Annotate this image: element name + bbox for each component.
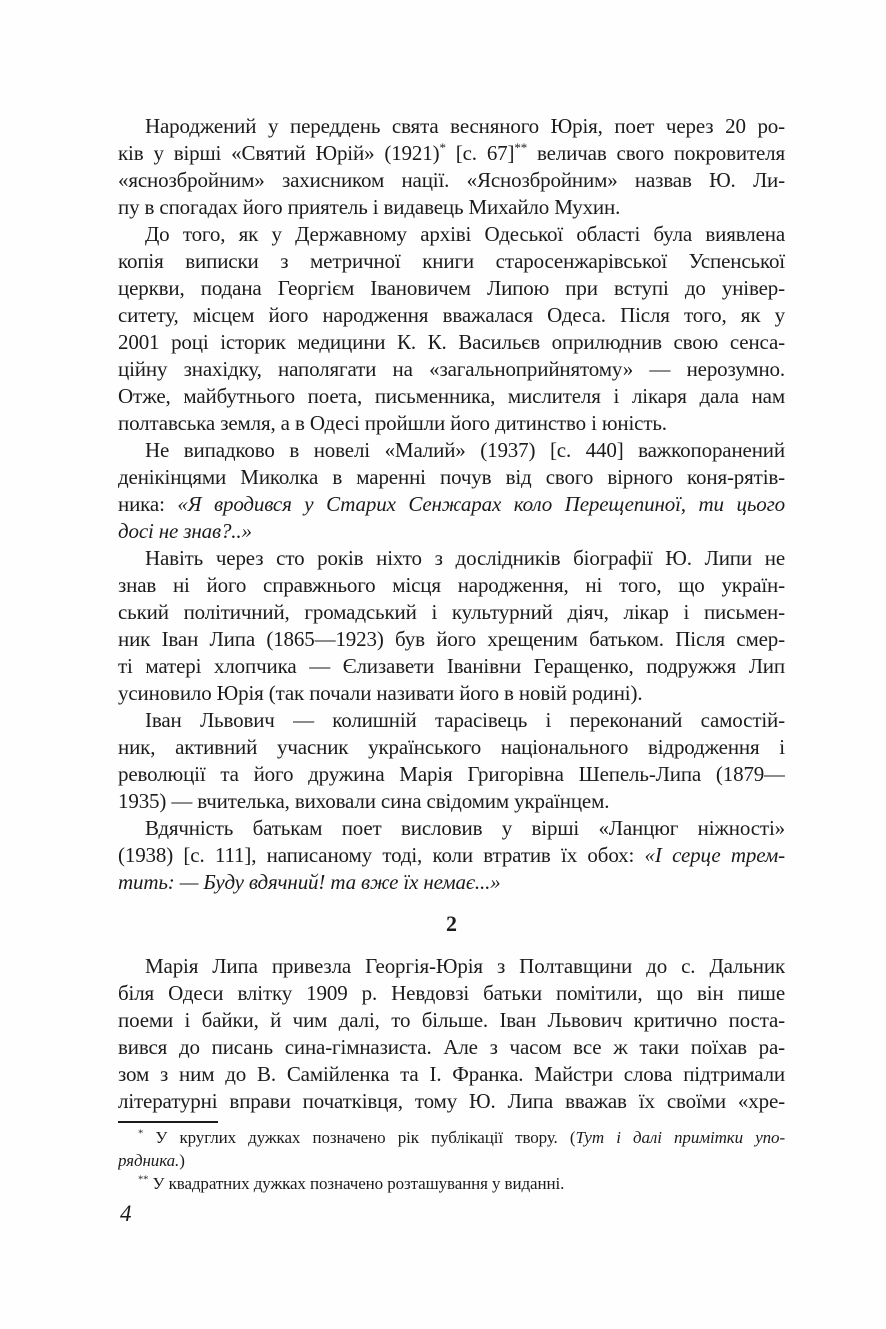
text-segment: Марія Липа привезла Георгія-Юрія з Полтавщини до с. Дальник — [145, 954, 785, 978]
text-line — [118, 518, 785, 545]
text-segment: Іван Львович — колишній тарасівець і переконаний самостій- — [145, 708, 785, 732]
text-segment: знав ні його справжнього місця народження, ні того, що україн- — [118, 573, 785, 597]
text-segment: [с. 67] — [445, 141, 515, 165]
text-segment: усиновило Юрія (так почали називати його в новій родині). — [118, 681, 643, 705]
text-line — [118, 869, 785, 896]
text-line — [118, 815, 785, 842]
footnote-marker: ** — [514, 140, 528, 155]
page-body — [118, 113, 785, 1195]
text-segment: рядника. — [118, 1151, 180, 1170]
text-segment: ник, активний учасник українського національного відродження і — [118, 735, 785, 759]
text-line — [118, 545, 785, 572]
text-segment: Не випадково в новелі «Малий» (1937) [с. 440] важкопоранений — [145, 438, 785, 462]
text-segment: полтавська земля, а в Одесі пройшли його дитинство і юність. — [118, 411, 667, 435]
text-segment: ків у вірші «Святий Юрій» (1921) — [118, 141, 440, 165]
text-line — [118, 1088, 785, 1115]
text-segment: ті матері хлопчика — Єлизавети Іванівни Геращенко, подружжя Лип — [118, 654, 785, 678]
paragraph — [118, 707, 785, 815]
text-segment: 2001 році історик медицини К. К. Васильєв оприлюднив свою сенса- — [118, 330, 785, 354]
text-segment: Вдячність батькам поет висловив у вірші «Ланцюг ніжності» — [145, 816, 785, 840]
text-segment: революції та його дружина Марія Григорівна Шепель-Липа (1879— — [118, 762, 785, 786]
text-line — [118, 302, 785, 329]
text-line — [118, 410, 785, 437]
text-line — [118, 761, 785, 788]
paragraph — [118, 545, 785, 707]
text-line — [118, 842, 785, 869]
footnote-separator — [118, 1121, 218, 1123]
paragraph — [118, 437, 785, 545]
text-segment: вився до писань сина-гімназиста. Але з часом все ж таки поїхав ра- — [118, 1035, 785, 1059]
paragraph — [118, 953, 785, 1115]
text-segment: Отже, майбутнього поета, письменника, мислителя і лікаря дала нам — [118, 384, 785, 408]
text-line — [118, 167, 785, 194]
footnote-marker: ** — [138, 1174, 149, 1186]
footnote-marker: * — [138, 1128, 144, 1140]
paragraph — [118, 815, 785, 896]
text-line — [118, 1061, 785, 1088]
text-segment: величав свого покровителя — [527, 141, 785, 165]
text-line — [118, 221, 785, 248]
text-segment: біля Одеси влітку 1909 р. Невдовзі батьки помітили, що він пише — [118, 981, 785, 1005]
text-line — [118, 680, 785, 707]
text-segment: У квадратних дужках позначено розташування у виданні. — [148, 1174, 565, 1193]
text-segment: Навіть через сто років ніхто з дослідників біографії Ю. Липи не — [145, 546, 785, 570]
text-line — [118, 1149, 785, 1172]
text-segment: Народжений у переддень свята весняного Юрія, поет через 20 ро- — [145, 114, 785, 138]
text-segment: ський політичний, громадський і культурний діяч, лікар і письмен- — [118, 600, 785, 624]
text-line — [118, 464, 785, 491]
text-line — [118, 437, 785, 464]
text-segment: літературні вправи початківця, тому Ю. Липа вважав їх своїми «хре- — [118, 1089, 785, 1113]
text-segment: «Я вродився у Старих Сенжарах коло Перещепиної, ти цього — [177, 492, 785, 516]
text-line — [118, 572, 785, 599]
text-line — [118, 653, 785, 680]
text-segment: Тут і далі примітки упо- — [575, 1128, 785, 1147]
text-line — [118, 953, 785, 980]
text-line — [118, 1007, 785, 1034]
text-segment: ситету, місцем його народження вважалася Одеса. Після того, як у — [118, 303, 785, 327]
text-segment: денікінцями Миколка в маренні почув від свого вірного коня-рятів- — [118, 465, 785, 489]
footnote — [118, 1126, 785, 1172]
text-line — [118, 788, 785, 815]
text-line — [118, 248, 785, 275]
text-line — [118, 194, 785, 221]
text-line — [118, 1172, 785, 1195]
text-line — [118, 356, 785, 383]
text-line — [118, 1034, 785, 1061]
text-segment: ника: — [118, 492, 178, 516]
text-segment: До того, як у Державному архіві Одеської області була виявлена — [145, 222, 785, 246]
text-line — [118, 707, 785, 734]
text-line — [118, 626, 785, 653]
text-line — [118, 734, 785, 761]
text-line — [118, 980, 785, 1007]
text-line — [118, 1126, 785, 1149]
paragraph — [118, 113, 785, 221]
section-heading: 2 — [446, 911, 457, 936]
text-line — [118, 275, 785, 302]
text-segment: (1938) [с. 111], написаному тоді, коли втратив їх обох: — [118, 843, 645, 867]
text-segment: досі не знав?..» — [118, 519, 252, 543]
page-number: 4 — [120, 1201, 132, 1226]
text-line — [118, 140, 785, 167]
text-segment: ційну знахідку, наполягати на «загальноприйнятому» — нерозумно. — [118, 357, 785, 381]
text-segment: ник Іван Липа (1865—1923) був його хрещеним батьком. Після смер- — [118, 627, 785, 651]
text-segment: копія виписки з метричної книги старосенжарівської Успенської — [118, 249, 785, 273]
paragraph — [118, 221, 785, 437]
text-line — [118, 599, 785, 626]
text-segment: церкви, подана Георгієм Івановичем Липою при вступі до універ- — [118, 276, 785, 300]
text-segment: У круглих дужках позначено рік публікації твору. ( — [143, 1128, 576, 1147]
text-segment: «І серце трем- — [644, 843, 785, 867]
text-segment: зом з ним до В. Самійленка та І. Франка. Майстри слова підтримали — [118, 1062, 785, 1086]
text-segment: тить: — Буду вдячний! та вже їх немає...» — [118, 870, 501, 894]
text-segment: поеми і байки, й чим далі, то більше. Іван Львович критично поста- — [118, 1008, 785, 1032]
text-line — [118, 329, 785, 356]
text-segment: 1935) — вчителька, виховали сина свідомим українцем. — [118, 789, 610, 813]
text-line — [118, 491, 785, 518]
footnote-marker: * — [439, 140, 446, 155]
text-line — [118, 113, 785, 140]
footnote — [118, 1172, 785, 1195]
text-segment: ) — [179, 1151, 185, 1170]
text-line — [118, 383, 785, 410]
text-segment: «яснозбройним» захисником нації. «Яснозбройним» назвав Ю. Ли- — [118, 168, 785, 192]
text-segment: пу в спогадах його приятель і видавець Михайло Мухин. — [118, 195, 621, 219]
